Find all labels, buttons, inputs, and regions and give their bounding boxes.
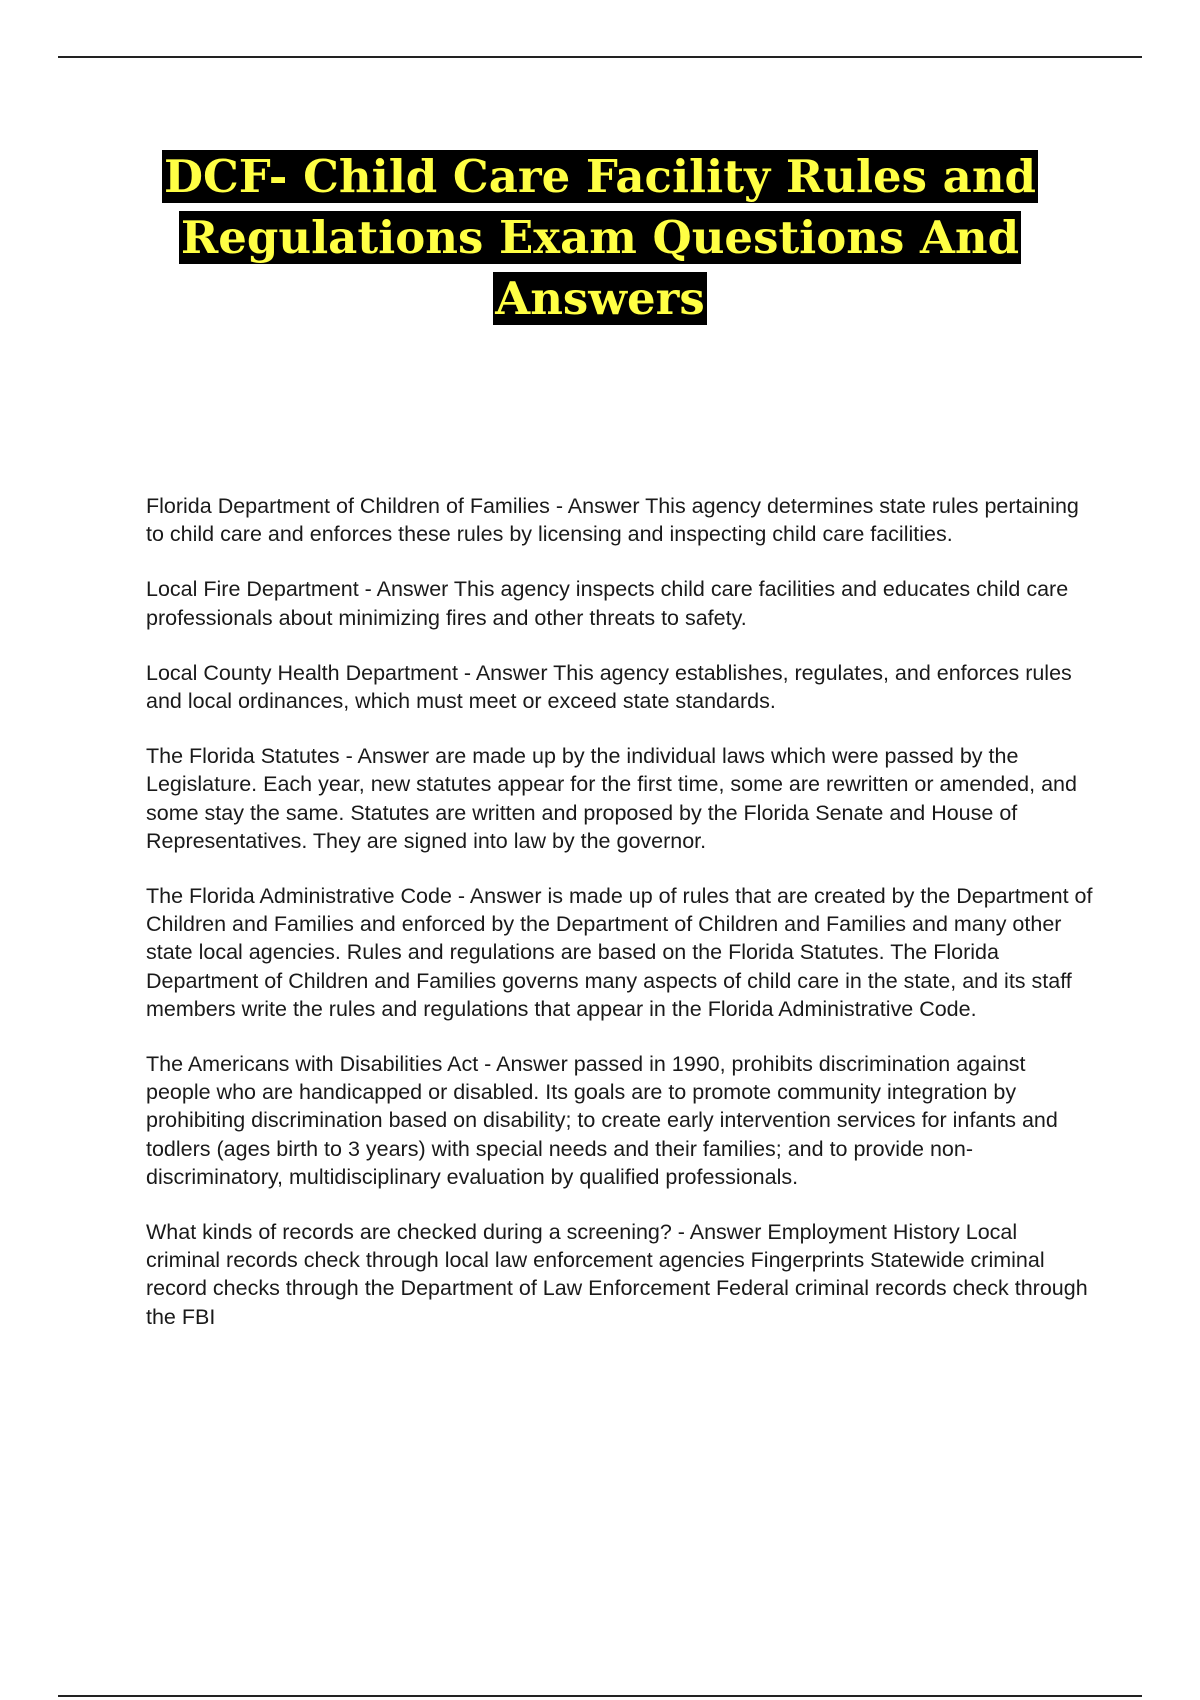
qa-entry-dcf: Florida Department of Children of Families - Answer This agency determines state rules pertaining to child care and enforces these rules by licensing and inspecting child care facilities. bbox=[146, 494, 1079, 547]
title-block bbox=[150, 146, 1050, 329]
qa-entry-screening-records: What kinds of records are checked during a screening? - Answer Employment History Local criminal records check through local law enforcement agencies Fingerprints Statewide criminal record checks through the Department of Law Enforcement Federal criminal records check through the FBI bbox=[146, 1220, 1088, 1329]
qa-entry-administrative-code: The Florida Administrative Code - Answer is made up of rules that are created by the Department of Children and Families and enforced by the Department of Children and Families and many other state local agencies. Rules and regulations are based on the Florida Statutes. The Florida Department of Children and Families governs many aspects of child care in the state, and its staff members write the rules and regulations that appear in the Florida Administrative Code. bbox=[146, 884, 1093, 1021]
qa-entry-fire-department: Local Fire Department - Answer This agency inspects child care facilities and educates child care professionals about minimizing fires and other threats to safety. bbox=[146, 577, 1069, 630]
document-title: DCF- Child Care Facility Rules and Regulations Exam Questions And Answers bbox=[163, 150, 1037, 325]
qa-entry-ada: The Americans with Disabilities Act - Answer passed in 1990, prohibits discrimination against people who are handicapped or disabled. Its goals are to promote community integration by prohibiting discrimination based on disability; to create early intervention services for infants and todlers (ages birth to 3 years) with special needs and their families; and to provide non-discriminatory, multidisciplinary evaluation by qualified professionals. bbox=[146, 1052, 1058, 1189]
bottom-rule bbox=[58, 1695, 1142, 1697]
qa-entry-health-department: Local County Health Department - Answer This agency establishes, regulates, and enforces rules and local ordinances, which must meet or exceed state standards. bbox=[146, 660, 1072, 714]
qa-entry-florida-statutes: The Florida Statutes - Answer are made up by the individual laws which were passed by the Legislature. Each year, new statutes appear for the first time, some are rewritten or amended, and some stay the same. Statutes are written and proposed by the Florida Senate and House of Representatives. They are signed into law by the governor. bbox=[146, 744, 1077, 853]
top-rule bbox=[58, 56, 1142, 58]
document-body bbox=[146, 492, 1096, 1358]
